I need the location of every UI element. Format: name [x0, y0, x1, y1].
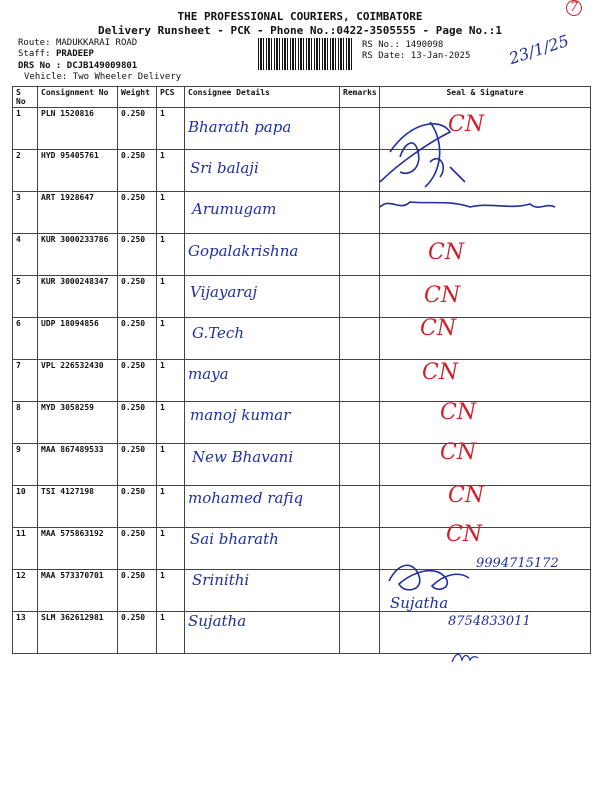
runsheet-subtitle: Delivery Runsheet - PCK - Phone No.:0422-3505555 - Page No.:1 — [98, 24, 502, 37]
weight-cell: 0.250 — [118, 234, 157, 276]
sno-cell: 5 — [13, 276, 38, 318]
consignment-cell: MYD 3058259 — [38, 402, 118, 444]
sno-cell: 11 — [13, 528, 38, 570]
sno-cell: 4 — [13, 234, 38, 276]
handwritten-consignee: manoj kumar — [190, 406, 291, 425]
drs-line: DRS No : DCJB149009801 — [18, 61, 138, 71]
consignment-cell: PLN 1520816 — [38, 108, 118, 150]
consignment-cell: MAA 575863192 — [38, 528, 118, 570]
cn-mark-10: CN — [448, 483, 485, 508]
vehicle-value: Two Wheeler Delivery — [72, 72, 182, 82]
weight-cell: 0.250 — [118, 276, 157, 318]
table-header-row — [13, 87, 591, 108]
pcs-cell: 1 — [157, 318, 185, 360]
weight-cell: 0.250 — [118, 444, 157, 486]
consignment-cell: KUR 3000233786 — [38, 234, 118, 276]
table-row — [13, 570, 591, 612]
sno-cell: 8 — [13, 402, 38, 444]
remarks-cell — [340, 360, 380, 402]
sno-cell: 13 — [13, 612, 38, 654]
pcs-cell: 1 — [157, 360, 185, 402]
table-row — [13, 360, 591, 402]
remarks-cell — [340, 486, 380, 528]
consignment-cell: SLM 362612981 — [38, 612, 118, 654]
table-row — [13, 318, 591, 360]
handwritten-consignee: Vijayaraj — [190, 282, 258, 301]
remarks-cell — [340, 612, 380, 654]
col-consignee: Consignee Details — [185, 87, 340, 108]
weight-cell: 0.250 — [118, 360, 157, 402]
pcs-cell: 1 — [157, 234, 185, 276]
sno-cell: 7 — [13, 360, 38, 402]
initials-scribble — [450, 650, 480, 666]
signature-cell — [380, 318, 591, 360]
signature-cell — [380, 486, 591, 528]
sno-cell: 12 — [13, 570, 38, 612]
consignment-cell: KUR 3000248347 — [38, 276, 118, 318]
weight-cell: 0.250 — [118, 528, 157, 570]
cn-mark-9: CN — [440, 440, 477, 465]
rs-no-line: RS No.: 1490098 — [362, 40, 444, 50]
weight-cell: 0.250 — [118, 108, 157, 150]
consignment-cell: UDP 18094856 — [38, 318, 118, 360]
route-line: Route: MADUKKARAI ROAD — [18, 38, 138, 48]
handwritten-consignee: New Bhavani — [192, 447, 294, 466]
pcs-cell: 1 — [157, 192, 185, 234]
remarks-cell — [340, 444, 380, 486]
signature-cell — [380, 234, 591, 276]
sno-cell: 2 — [13, 150, 38, 192]
handwritten-consignee: mohamed rafiq — [188, 488, 304, 507]
signature-cell — [380, 402, 591, 444]
handwritten-consignee: Sri balaji — [190, 159, 259, 178]
signature-scribble-12 — [384, 556, 474, 596]
rs-no-value: 1490098 — [405, 40, 444, 50]
signature-cell — [380, 360, 591, 402]
consignment-cell: TSI 4127198 — [38, 486, 118, 528]
remarks-cell — [340, 234, 380, 276]
cn-mark-4: CN — [428, 240, 465, 265]
barcode — [258, 38, 354, 70]
handwritten-date: 23/1/25 — [506, 30, 572, 69]
sno-cell: 1 — [13, 108, 38, 150]
rs-date-line: RS Date: 13-Jan-2025 — [362, 51, 471, 61]
handwritten-consignee: Srinithi — [192, 571, 250, 590]
table-row — [13, 234, 591, 276]
sno-cell: 3 — [13, 192, 38, 234]
phone-12: 9994715172 — [476, 556, 559, 571]
col-pcs: PCS — [157, 87, 185, 108]
pcs-cell: 1 — [157, 612, 185, 654]
table-row — [13, 444, 591, 486]
table-row — [13, 276, 591, 318]
sno-cell: 10 — [13, 486, 38, 528]
corner-mark: 7 — [566, 0, 582, 16]
remarks-cell — [340, 528, 380, 570]
col-remarks: Remarks — [340, 87, 380, 108]
remarks-cell — [340, 402, 380, 444]
cn-mark-8: CN — [440, 400, 477, 425]
vehicle-line: Vehicle: Two Wheeler Delivery — [24, 72, 182, 82]
weight-cell: 0.250 — [118, 150, 157, 192]
cn-mark-1: CN — [448, 112, 485, 137]
drs-value: DCJB149009801 — [66, 61, 138, 71]
rs-date-value: 13-Jan-2025 — [410, 51, 471, 61]
handwritten-consignee: Gopalakrishna — [188, 241, 299, 260]
remarks-cell — [340, 318, 380, 360]
col-weight: Weight — [118, 87, 157, 108]
cn-mark-6: CN — [420, 316, 457, 341]
pcs-cell: 1 — [157, 402, 185, 444]
consignment-cell: VPL 226532430 — [38, 360, 118, 402]
staff-line: Staff: PRADEEP — [18, 49, 94, 59]
handwritten-consignee: Sujatha — [188, 612, 247, 631]
remarks-cell — [340, 570, 380, 612]
handwritten-consignee: Arumugam — [192, 200, 277, 219]
consignment-cell: HYD 95405761 — [38, 150, 118, 192]
cn-mark-5: CN — [424, 283, 461, 308]
handwritten-consignee: Sai bharath — [190, 530, 279, 548]
pcs-cell: 1 — [157, 444, 185, 486]
signature-scribble — [370, 112, 570, 222]
sno-cell: 9 — [13, 444, 38, 486]
consignment-cell: MAA 867489533 — [38, 444, 118, 486]
pcs-cell: 1 — [157, 150, 185, 192]
weight-cell: 0.250 — [118, 612, 157, 654]
handwritten-consignee: maya — [188, 365, 229, 384]
handwritten-consignee: G.Tech — [192, 324, 244, 342]
col-signature: Seal & Signature — [380, 87, 591, 108]
weight-cell: 0.250 — [118, 318, 157, 360]
table-row — [13, 402, 591, 444]
col-consignment: Consignment No — [38, 87, 118, 108]
consignment-cell: ART 1928647 — [38, 192, 118, 234]
weight-cell: 0.250 — [118, 486, 157, 528]
weight-cell: 0.250 — [118, 402, 157, 444]
weight-cell: 0.250 — [118, 570, 157, 612]
sno-cell: 6 — [13, 318, 38, 360]
pcs-cell: 1 — [157, 276, 185, 318]
signature-cell — [380, 444, 591, 486]
route-value: MADUKKARAI ROAD — [55, 38, 138, 48]
cn-mark-7: CN — [422, 360, 459, 385]
staff-value: PRADEEP — [55, 49, 94, 59]
company-title: THE PROFESSIONAL COURIERS, COIMBATORE — [177, 10, 423, 23]
remarks-cell — [340, 276, 380, 318]
cn-mark-11: CN — [446, 522, 483, 547]
pcs-cell: 1 — [157, 486, 185, 528]
col-sno: S No — [13, 87, 38, 108]
weight-cell: 0.250 — [118, 192, 157, 234]
signature-cell — [380, 276, 591, 318]
consignment-cell: MAA 573370701 — [38, 570, 118, 612]
pcs-cell: 1 — [157, 108, 185, 150]
pcs-cell: 1 — [157, 570, 185, 612]
phone-13: 8754833011 — [448, 614, 531, 629]
handwritten-consignee: Bharath papa — [188, 118, 292, 136]
signature-13: Sujatha — [390, 594, 449, 612]
pcs-cell: 1 — [157, 528, 185, 570]
